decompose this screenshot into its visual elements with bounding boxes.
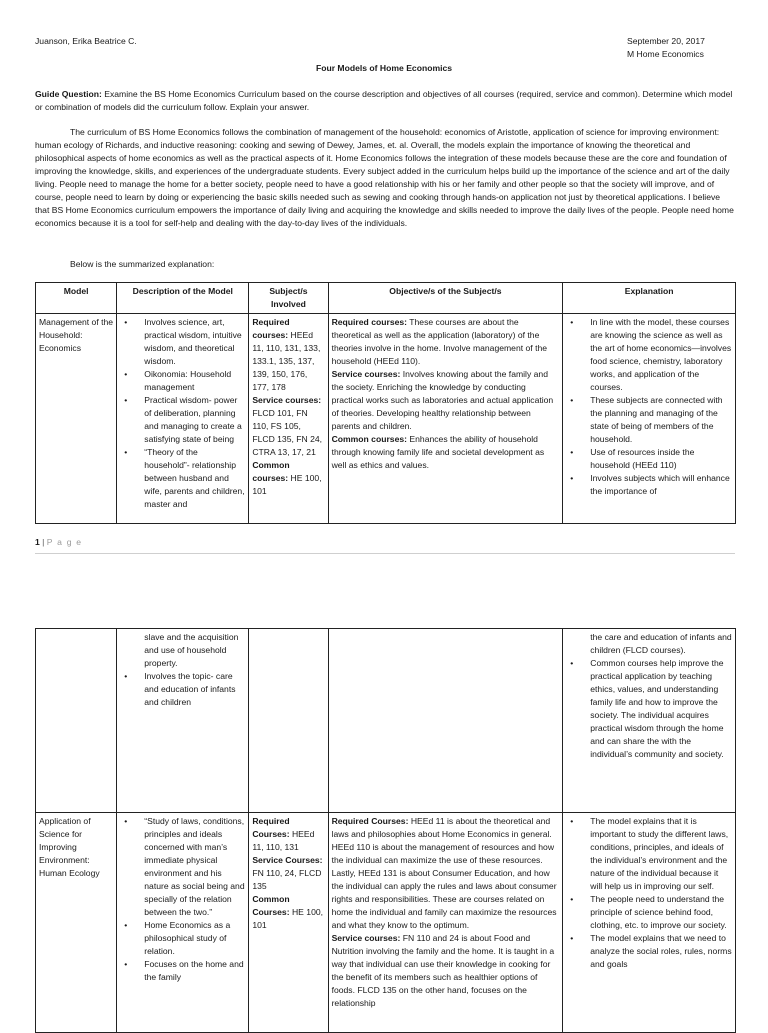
- list-item: • Involves subjects which will enhance the importance of: [590, 472, 732, 498]
- body-paragraph: The curriculum of BS Home Economics follows the combination of management of the household: economics of Aristotle, application of science for improving environment: human ecology of Richards, and inductive reasoning: cooking and sewing of Dewey, James, et. al. Overall, the models explain the importance of knowing the theoretical and philosophical aspects of home economics as well as the practical aspects of it. Home Economics follows the integration of these models because these are the core and foundation of improving the knowledge, skills, and experiences of the undergraduate students. Every subject added in the curriculum helps build up the importance of the science and art of the daily living. People need to manage the home for a better society, people need to have a good relationship with his or her family and other people so that the society will improve, and of course, people need to learn by doing or experiencing the basic skills needed such as sewing and cooking through hands-on application not just by theoretical applications. I believe that BS Home Economics curriculum empowers the importance of daily living and acquiring the knowledge and skills needed to improve the daily lives of the people. People need home economics because it is a tool for self-help and dealing with the day-to-day lives of the individuals.: [35, 127, 734, 228]
- header-description: Description of the Model: [117, 283, 249, 314]
- list-item: • Focuses on the home and the family: [144, 958, 245, 984]
- explanation-cell: [563, 314, 736, 524]
- table-row: [36, 629, 736, 813]
- explanation-cell: [563, 813, 736, 1033]
- list-item: • The model explains that it is important to study the different laws, conditions, principles, and ideals of the individual’s environment and the nature of the individual because it will help us in improving our self.: [590, 815, 732, 893]
- list-item: • “Study of laws, conditions, principles and ideals concerned with man’s immediate physical environment and his nature as social being and specially of the relation between the two.”: [144, 815, 245, 919]
- list-item: • Involves science, art, practical wisdom, intuitive wisdom, and theoretical wisdom.: [144, 316, 245, 368]
- model-cell: [36, 629, 117, 813]
- list-item: • Use of resources inside the household (HEEd 110): [590, 446, 732, 472]
- description-continuation: slave and the acquisition and use of household property.: [144, 632, 239, 668]
- explanation-continuation: the care and education of infants and children (FLCD courses).: [590, 632, 732, 655]
- header-model: Model: [36, 283, 117, 314]
- date-course-block: [627, 35, 705, 61]
- list-item: • The model explains that we need to analyze the social roles, rules, norms and goals: [590, 932, 732, 971]
- list-item: • In line with the model, these courses are knowing the science as well as the art of home economics—involves food science, chemistry, laboratory works, and application of the courses.: [590, 316, 732, 394]
- header-objectives: Objective/s of the Subject/s: [328, 283, 563, 314]
- objectives-cell: Required Courses: HEEd 11 is about the theoretical and laws and philosophies about Home Economics in general. HEEd 110 is about the management of resources and how the individual can maximize the use of these resources. Lastly, HEEd 131 is about Consumer Education, and how the individual can apply the rules and laws about consumer rights and responsibilities. These are courses related on home the individual and family can maximize the resources and what they know to the optimum. Service courses: FN 110 and 24 is about Food and Nutrition involving the family and the home. It is taught in a way that individual can use their knowledge in cooking for the benefit of its members such as healthier options of foods. FLCD 135 on the other hand, focuses on the relationship: [328, 813, 563, 1033]
- subjects-cell: Required Courses: HEEd 11, 110, 131 Service Courses: FN 110, 24, FLCD 135 Common Courses: HE 100, 101: [249, 813, 328, 1033]
- guide-label: Guide Question:: [35, 89, 102, 99]
- header-explanation: Explanation: [563, 283, 736, 314]
- list-item: • Oikonomia: Household management: [144, 368, 245, 394]
- table-row: [36, 813, 736, 1033]
- models-table-page2: [35, 628, 736, 1033]
- list-item: • The people need to understand the principle of science behind food, clothing, etc. to improve our society.: [590, 893, 732, 932]
- page-divider: [35, 553, 735, 554]
- guide-question: [35, 88, 735, 114]
- description-cell: [117, 629, 249, 813]
- list-item: • Home Economics as a philosophical study of relation.: [144, 919, 245, 958]
- list-item: • Involves the topic- care and education of infants and children: [144, 670, 245, 709]
- table-header-row: [36, 283, 736, 314]
- description-cell: [117, 813, 249, 1033]
- date: September 20, 2017: [627, 36, 705, 46]
- model-cell: Management of the Household: Economics: [36, 314, 117, 524]
- page-separator: |: [39, 537, 47, 547]
- page-number: 1: [35, 537, 40, 547]
- objectives-cell: Required courses: These courses are about the theoretical as well as the application (laboratory) of the theories involve in the home. Involve management of the household (HEEd 110). Service courses: Involves knowing about the family and the society. Enriching the knowledge by conducting practical works such as laboratories and actual application of theories. Developing healthy relationship between parents and children. Common courses: Enhances the ability of household through knowing family life and societal development as well as ethics and values.: [328, 314, 563, 524]
- course-name: M Home Economics: [627, 49, 704, 59]
- list-item: • Practical wisdom- power of deliberation, planning and managing to create a satisfying state of being: [144, 394, 245, 446]
- list-item: • “Theory of the household”- relationship between husband and wife, parents and children, master and: [144, 446, 245, 511]
- guide-text: Examine the BS Home Economics Curriculum based on the course description and objectives of all courses (required, service and common). Determine which model or combination of models did the curriculum follow. Explain your answer.: [35, 89, 733, 112]
- author-name: Juanson, Erika Beatrice C.: [35, 36, 137, 46]
- subjects-cell: [249, 629, 328, 813]
- document-title: Four Models of Home Economics: [315, 63, 453, 73]
- table-row: [36, 314, 736, 524]
- page-word: P a g e: [46, 537, 83, 547]
- list-item: • Common courses help improve the practical application by teaching ethics, values, and understanding family life and how to improve the society. The individual acquires practical wisdom through the home and can share the with the individual’s community and society.: [590, 657, 732, 761]
- subjects-cell: Required courses: HEEd 11, 110, 131, 133, 133.1, 135, 137, 139, 150, 176, 177, 178 Service courses: FLCD 101, FN 110, FS 105, FLCD 135, FN 24, CTRA 13, 17, 21 Common courses: HE 100, 101: [249, 314, 328, 524]
- models-table-page1: [35, 282, 736, 524]
- summary-intro: Below is the summarized explanation:: [70, 259, 215, 269]
- description-cell: [117, 314, 249, 524]
- model-cell: Application of Science for Improving Environment: Human Ecology: [36, 813, 117, 1033]
- explanation-cell: [563, 629, 736, 813]
- page-footer: [35, 536, 82, 549]
- header-subjects: Subject/s Involved: [249, 283, 328, 314]
- list-item: • These subjects are connected with the planning and managing of the state of being of members of the household.: [590, 394, 732, 446]
- objectives-cell: [328, 629, 563, 813]
